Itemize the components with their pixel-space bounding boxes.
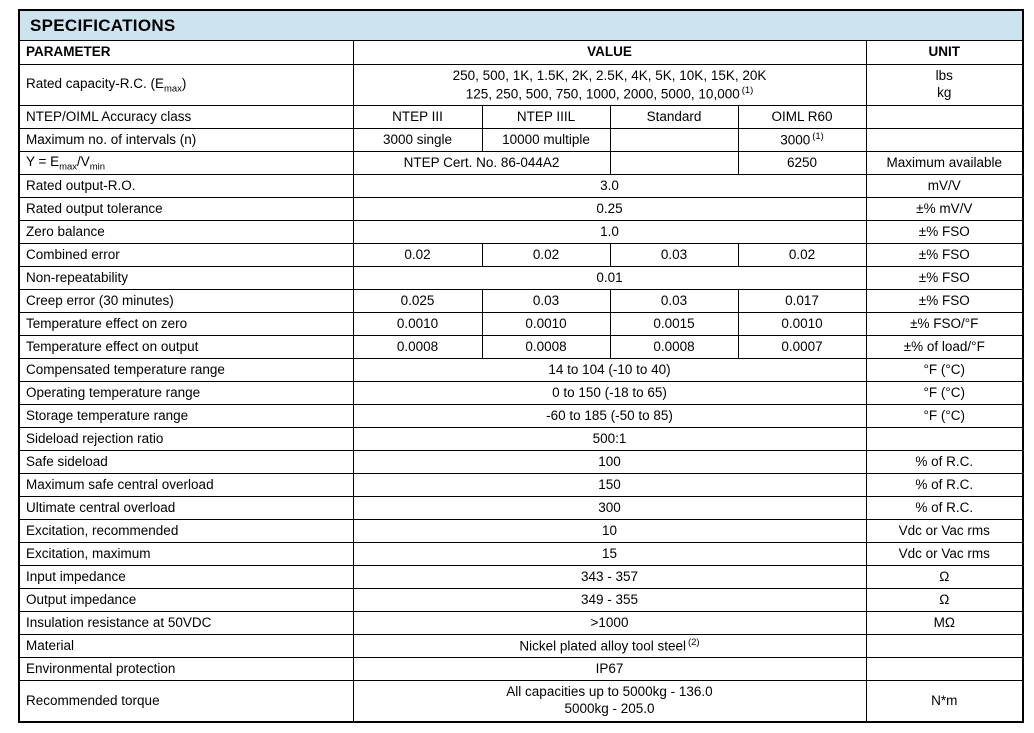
row-excitation-maximum <box>19 543 1023 566</box>
unit-cell: ±% of load/°F <box>866 336 1023 359</box>
value-cell: 10 <box>353 520 866 543</box>
value-cell <box>353 65 866 106</box>
param-cell: Operating temperature range <box>19 382 353 405</box>
row-environmental-protection <box>19 658 1023 681</box>
unit-cell <box>866 658 1023 681</box>
value-cell <box>353 681 866 722</box>
param-cell: Safe sideload <box>19 451 353 474</box>
row-storage-range <box>19 405 1023 428</box>
value-cell: NTEP IIIL <box>482 106 610 129</box>
row-sideload-rejection <box>19 428 1023 451</box>
row-operating-range <box>19 382 1023 405</box>
unit-cell <box>866 65 1023 106</box>
value-cell <box>610 129 738 152</box>
column-header-row <box>19 41 1023 65</box>
unit-line: kg <box>937 85 952 101</box>
value-cell: 3.0 <box>353 175 866 198</box>
subscript: max <box>164 83 182 95</box>
param-cell: Input impedance <box>19 566 353 589</box>
unit-cell: Vdc or Vac rms <box>866 520 1023 543</box>
value-cell: 0.025 <box>353 290 482 313</box>
param-cell: Temperature effect on zero <box>19 313 353 336</box>
row-compensated-range <box>19 359 1023 382</box>
unit-cell <box>866 635 1023 658</box>
value-cell: 0.02 <box>353 244 482 267</box>
param-cell: Output impedance <box>19 589 353 612</box>
param-cell: $Y = E_{max}/V_{min}$ <box>19 152 353 175</box>
value-cell: IP67 <box>353 658 866 681</box>
value-cell: -60 to 185 (-50 to 85) <box>353 405 866 428</box>
unit-cell: % of R.C. <box>866 474 1023 497</box>
row-insulation-resistance <box>19 612 1023 635</box>
value-cell: 0.0008 <box>610 336 738 359</box>
subscript: min <box>89 161 105 173</box>
unit-cell: MΩ <box>866 612 1023 635</box>
value-cell <box>610 152 738 175</box>
param-cell: Maximum no. of intervals (n) <box>19 129 353 152</box>
value-cell: 0 to 150 (-18 to 65) <box>353 382 866 405</box>
value-cell: 0.03 <box>482 290 610 313</box>
unit-cell: ±% FSO <box>866 221 1023 244</box>
unit-cell: ±% FSO <box>866 267 1023 290</box>
value-cell: 14 to 104 (-10 to 40) <box>353 359 866 382</box>
param-cell: Recommended torque <box>19 681 353 722</box>
value-cell: 0.0010 <box>738 313 866 336</box>
row-ultimate-overload <box>19 497 1023 520</box>
column-header-value: VALUE <box>353 41 866 65</box>
param-cell: Combined error <box>19 244 353 267</box>
param-cell: Maximum safe central overload <box>19 474 353 497</box>
value-cell: 0.02 <box>482 244 610 267</box>
param-cell: Environmental protection <box>19 658 353 681</box>
unit-cell: Ω <box>866 589 1023 612</box>
param-cell: Sideload rejection ratio <box>19 428 353 451</box>
row-non-repeatability <box>19 267 1023 290</box>
value-cell: Nickel plated alloy tool steel $^{(2)}$ <box>353 635 866 658</box>
value-cell: 500:1 <box>353 428 866 451</box>
unit-cell: Vdc or Vac rms <box>866 543 1023 566</box>
value-line: 250, 500, 1K, 1.5K, 2K, 2.5K, 4K, 5K, 10K, 15K, 20K <box>452 67 767 83</box>
unit-cell: Ω <box>866 566 1023 589</box>
footnote-marker: (1) <box>812 131 824 143</box>
value-cell: 15 <box>353 543 866 566</box>
value-cell: 0.25 <box>353 198 866 221</box>
unit-cell: N*m <box>866 681 1023 722</box>
row-material <box>19 635 1023 658</box>
param-cell: Temperature effect on output <box>19 336 353 359</box>
value-cell: 0.01 <box>353 267 866 290</box>
value-cell: 349 - 355 <box>353 589 866 612</box>
value-cell: OIML R60 <box>738 106 866 129</box>
row-temp-effect-zero <box>19 313 1023 336</box>
unit-cell <box>866 428 1023 451</box>
row-zero-balance <box>19 221 1023 244</box>
value-cell: 0.0008 <box>353 336 482 359</box>
param-cell: NTEP/OIML Accuracy class <box>19 106 353 129</box>
value-cell: 3000 $^{(1)}$ <box>738 129 866 152</box>
value-line: 5000kg - 205.0 <box>564 701 655 716</box>
row-recommended-torque <box>19 681 1023 722</box>
value-cell: 343 - 357 <box>353 566 866 589</box>
value-cell: 0.02 <box>738 244 866 267</box>
row-y-ratio <box>19 152 1023 175</box>
row-accuracy-class <box>19 106 1023 129</box>
unit-cell: ±% FSO <box>866 290 1023 313</box>
row-input-impedance <box>19 566 1023 589</box>
section-header-band <box>19 10 1023 41</box>
unit-cell: ±% mV/V <box>866 198 1023 221</box>
param-cell: Compensated temperature range <box>19 359 353 382</box>
value-cell: 150 <box>353 474 866 497</box>
param-cell: Rated output-R.O. <box>19 175 353 198</box>
row-temp-effect-output <box>19 336 1023 359</box>
value-cell: 300 <box>353 497 866 520</box>
section-title: SPECIFICATIONS <box>19 10 1023 41</box>
value-line: All capacities up to 5000kg - 136.0 <box>506 684 713 700</box>
unit-cell: mV/V <box>866 175 1023 198</box>
value-cell: 100 <box>353 451 866 474</box>
param-cell: Non-repeatability <box>19 267 353 290</box>
value-cell: 0.0007 <box>738 336 866 359</box>
value-cell: NTEP Cert. No. 86-044A2 <box>353 152 610 175</box>
param-cell: Zero balance <box>19 221 353 244</box>
unit-cell <box>866 129 1023 152</box>
unit-cell: % of R.C. <box>866 451 1023 474</box>
param-cell: Storage temperature range <box>19 405 353 428</box>
value-line: 125, 250, 500, 750, 1000, 2000, 5000, 10,000 $^{(1)}$ <box>465 84 754 101</box>
value-cell: 0.0010 <box>353 313 482 336</box>
value-cell: 0.03 <box>610 244 738 267</box>
row-safe-sideload <box>19 451 1023 474</box>
value-cell: 6250 <box>738 152 866 175</box>
value-cell: 3000 single <box>353 129 482 152</box>
row-excitation-recommended <box>19 520 1023 543</box>
row-max-intervals <box>19 129 1023 152</box>
unit-cell: Maximum available <box>866 152 1023 175</box>
unit-cell: ±% FSO <box>866 244 1023 267</box>
unit-cell: °F (°C) <box>866 382 1023 405</box>
column-header-parameter: PARAMETER <box>19 41 353 65</box>
row-output-tolerance <box>19 198 1023 221</box>
value-cell: >1000 <box>353 612 866 635</box>
value-cell: 10000 multiple <box>482 129 610 152</box>
value-cell: 0.0015 <box>610 313 738 336</box>
footnote-marker: (1) <box>741 84 754 96</box>
param-cell: Excitation, maximum <box>19 543 353 566</box>
param-cell: Ultimate central overload <box>19 497 353 520</box>
row-output-impedance <box>19 589 1023 612</box>
value-cell: NTEP III <box>353 106 482 129</box>
param-cell: Material <box>19 635 353 658</box>
row-creep-error <box>19 290 1023 313</box>
row-rated-capacity <box>19 65 1023 106</box>
specifications-table <box>18 9 1024 723</box>
unit-cell <box>866 106 1023 129</box>
row-combined-error <box>19 244 1023 267</box>
column-header-unit: UNIT <box>866 41 1023 65</box>
value-cell: 0.0010 <box>482 313 610 336</box>
unit-cell: °F (°C) <box>866 359 1023 382</box>
value-cell: 1.0 <box>353 221 866 244</box>
value-cell: 0.0008 <box>482 336 610 359</box>
value-cell: 0.017 <box>738 290 866 313</box>
row-rated-output <box>19 175 1023 198</box>
unit-cell: % of R.C. <box>866 497 1023 520</box>
subscript: max <box>59 161 77 173</box>
footnote-marker: (2) <box>688 637 700 649</box>
param-cell: Excitation, recommended <box>19 520 353 543</box>
row-max-safe-overload <box>19 474 1023 497</box>
unit-line: lbs <box>935 68 953 84</box>
param-cell: Insulation resistance at 50VDC <box>19 612 353 635</box>
unit-cell: °F (°C) <box>866 405 1023 428</box>
param-cell: Rated output tolerance <box>19 198 353 221</box>
param-cell: Rated capacity-R.C. $(E_{max})$ <box>19 65 353 106</box>
value-cell: Standard <box>610 106 738 129</box>
param-cell: Creep error (30 minutes) <box>19 290 353 313</box>
value-cell: 0.03 <box>610 290 738 313</box>
unit-cell: ±% FSO/°F <box>866 313 1023 336</box>
